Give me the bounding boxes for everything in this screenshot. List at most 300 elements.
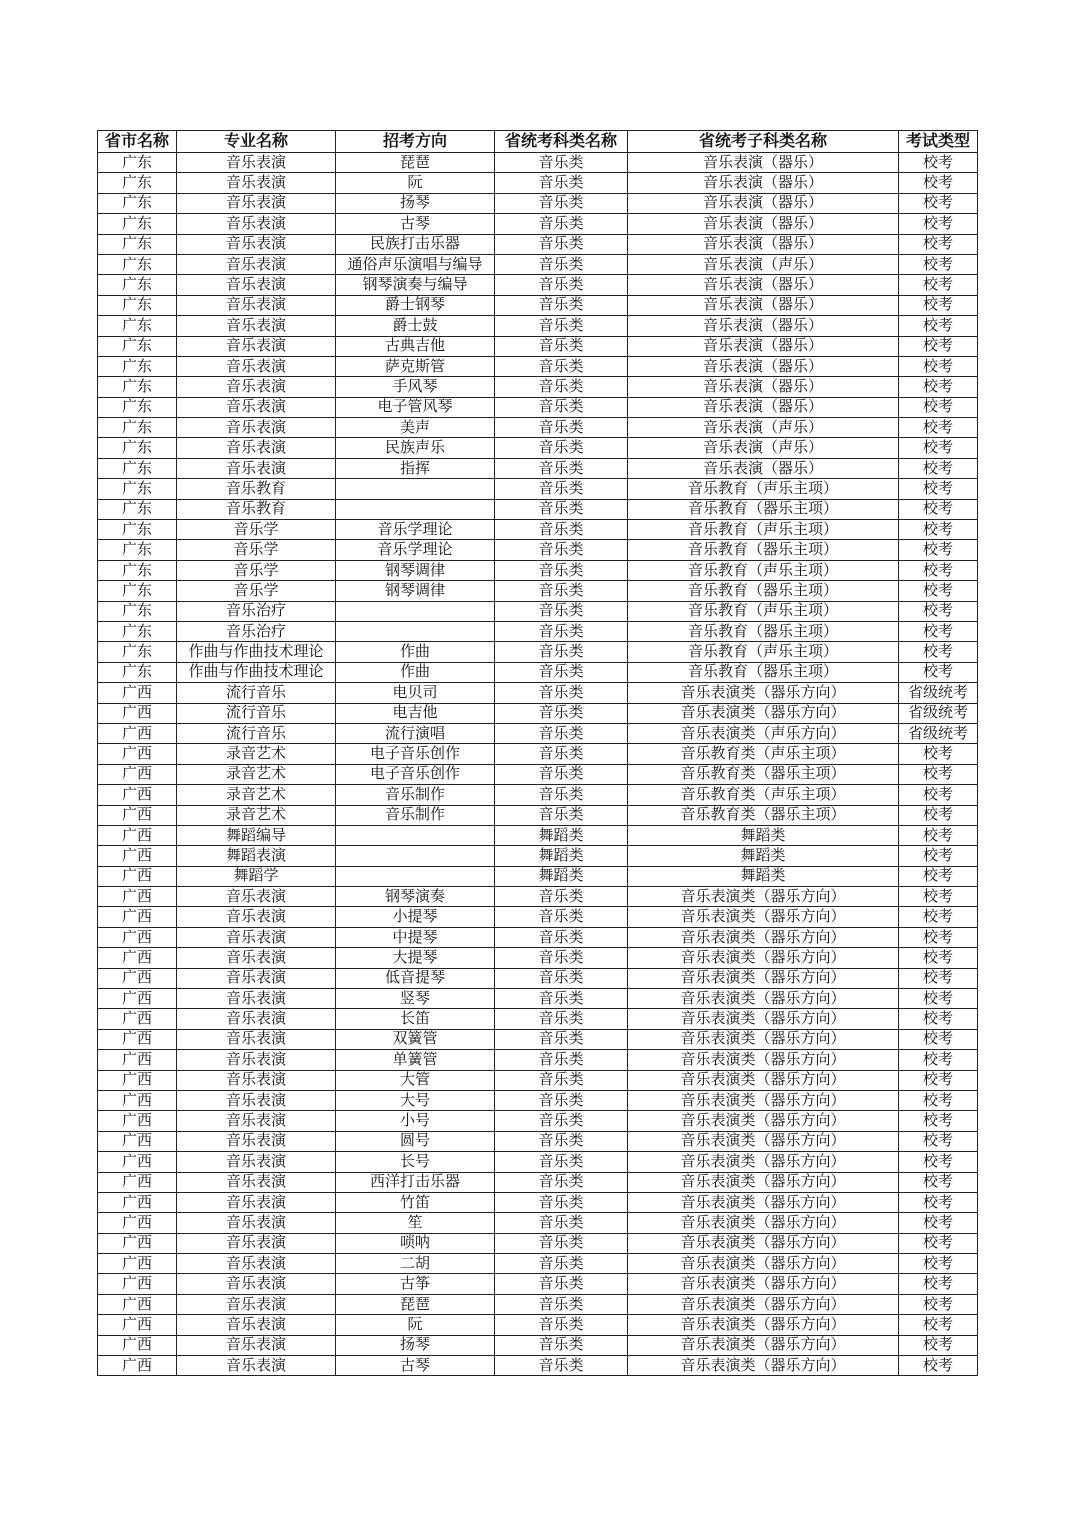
cell-direction [336, 866, 495, 886]
cell-exam-category: 音乐类 [495, 173, 628, 193]
cell-exam-category: 音乐类 [495, 887, 628, 907]
cell-exam-type: 校考 [899, 1335, 978, 1355]
cell-exam-subcategory: 音乐教育（声乐主项） [628, 642, 899, 662]
cell-exam-category: 音乐类 [495, 1335, 628, 1355]
cell-province: 广西 [98, 785, 177, 805]
cell-province: 广西 [98, 989, 177, 1009]
table-row [98, 723, 978, 743]
cell-direction: 指挥 [336, 458, 495, 478]
cell-major: 音乐表演 [177, 1009, 336, 1029]
cell-major: 音乐表演 [177, 1192, 336, 1212]
cell-exam-category: 音乐类 [495, 397, 628, 417]
table-row [98, 581, 978, 601]
cell-direction: 笙 [336, 1213, 495, 1233]
cell-exam-category: 音乐类 [495, 1254, 628, 1274]
cell-major: 音乐学 [177, 540, 336, 560]
cell-province: 广东 [98, 377, 177, 397]
cell-direction: 萨克斯管 [336, 356, 495, 376]
cell-province: 广西 [98, 723, 177, 743]
cell-exam-category: 音乐类 [495, 438, 628, 458]
cell-direction [336, 846, 495, 866]
cell-exam-category: 音乐类 [495, 805, 628, 825]
cell-exam-category: 音乐类 [495, 948, 628, 968]
cell-major: 录音艺术 [177, 764, 336, 784]
cell-direction: 长笛 [336, 1009, 495, 1029]
cell-exam-subcategory: 音乐教育（声乐主项） [628, 520, 899, 540]
cell-exam-type: 省级统考 [899, 683, 978, 703]
table-row [98, 927, 978, 947]
cell-province: 广东 [98, 295, 177, 315]
cell-exam-subcategory: 音乐表演类（器乐方向） [628, 887, 899, 907]
cell-province: 广东 [98, 438, 177, 458]
cell-exam-category: 音乐类 [495, 1131, 628, 1151]
table-row [98, 683, 978, 703]
cell-province: 广西 [98, 1356, 177, 1376]
cell-exam-category: 音乐类 [495, 683, 628, 703]
cell-exam-subcategory: 音乐表演类（器乐方向） [628, 1172, 899, 1192]
cell-exam-type: 校考 [899, 662, 978, 682]
cell-province: 广西 [98, 1294, 177, 1314]
cell-province: 广西 [98, 703, 177, 723]
cell-exam-type: 校考 [899, 1070, 978, 1090]
cell-direction: 钢琴调律 [336, 581, 495, 601]
table-row [98, 1090, 978, 1110]
cell-direction: 双簧管 [336, 1029, 495, 1049]
cell-exam-category: 音乐类 [495, 316, 628, 336]
cell-province: 广西 [98, 1131, 177, 1151]
cell-exam-subcategory: 音乐表演类（器乐方向） [628, 1274, 899, 1294]
table-row [98, 785, 978, 805]
cell-exam-type: 校考 [899, 1050, 978, 1070]
cell-major: 音乐表演 [177, 153, 336, 173]
cell-exam-category: 音乐类 [495, 540, 628, 560]
cell-exam-type: 省级统考 [899, 723, 978, 743]
cell-exam-category: 音乐类 [495, 968, 628, 988]
cell-direction: 小提琴 [336, 907, 495, 927]
cell-major: 音乐表演 [177, 1254, 336, 1274]
cell-exam-subcategory: 音乐表演（器乐） [628, 275, 899, 295]
table-row [98, 1274, 978, 1294]
table-row [98, 336, 978, 356]
cell-exam-category: 音乐类 [495, 356, 628, 376]
table-row [98, 1111, 978, 1131]
cell-major: 作曲与作曲技术理论 [177, 642, 336, 662]
cell-province: 广东 [98, 397, 177, 417]
cell-major: 音乐表演 [177, 1029, 336, 1049]
cell-exam-type: 校考 [899, 907, 978, 927]
table-row [98, 805, 978, 825]
cell-exam-category: 音乐类 [495, 785, 628, 805]
cell-direction [336, 621, 495, 641]
cell-major: 音乐表演 [177, 1274, 336, 1294]
cell-direction: 小号 [336, 1111, 495, 1131]
cell-exam-type: 校考 [899, 499, 978, 519]
cell-province: 广西 [98, 744, 177, 764]
cell-major: 录音艺术 [177, 744, 336, 764]
cell-exam-subcategory: 音乐表演（器乐） [628, 214, 899, 234]
table-row [98, 1213, 978, 1233]
cell-major: 音乐表演 [177, 377, 336, 397]
cell-province: 广西 [98, 927, 177, 947]
cell-exam-subcategory: 音乐表演类（器乐方向） [628, 1050, 899, 1070]
cell-province: 广东 [98, 316, 177, 336]
cell-major: 音乐表演 [177, 1131, 336, 1151]
cell-exam-category: 音乐类 [495, 1009, 628, 1029]
cell-exam-type: 校考 [899, 418, 978, 438]
cell-exam-subcategory: 舞蹈类 [628, 825, 899, 845]
cell-province: 广西 [98, 1172, 177, 1192]
table-row [98, 295, 978, 315]
cell-province: 广西 [98, 1335, 177, 1355]
cell-exam-subcategory: 音乐表演类（器乐方向） [628, 1131, 899, 1151]
cell-exam-type: 校考 [899, 1131, 978, 1151]
cell-direction: 单簧管 [336, 1050, 495, 1070]
table-row [98, 1070, 978, 1090]
cell-major: 音乐表演 [177, 1090, 336, 1110]
table-row [98, 744, 978, 764]
cell-major: 音乐表演 [177, 1335, 336, 1355]
cell-exam-subcategory: 音乐表演类（器乐方向） [628, 1213, 899, 1233]
cell-major: 音乐表演 [177, 275, 336, 295]
cell-direction [336, 499, 495, 519]
cell-exam-type: 校考 [899, 642, 978, 662]
cell-exam-subcategory: 音乐表演（器乐） [628, 458, 899, 478]
table-row [98, 1009, 978, 1029]
cell-exam-type: 校考 [899, 173, 978, 193]
cell-exam-subcategory: 音乐表演类（器乐方向） [628, 683, 899, 703]
cell-exam-category: 音乐类 [495, 723, 628, 743]
cell-direction: 作曲 [336, 662, 495, 682]
cell-province: 广东 [98, 234, 177, 254]
table-row [98, 316, 978, 336]
cell-exam-category: 音乐类 [495, 1172, 628, 1192]
cell-province: 广西 [98, 1233, 177, 1253]
cell-direction: 电子音乐创作 [336, 744, 495, 764]
cell-exam-category: 音乐类 [495, 234, 628, 254]
cell-direction: 爵士钢琴 [336, 295, 495, 315]
cell-direction: 琵琶 [336, 153, 495, 173]
cell-major: 录音艺术 [177, 805, 336, 825]
cell-province: 广西 [98, 1315, 177, 1335]
cell-exam-category: 舞蹈类 [495, 825, 628, 845]
cell-exam-category: 音乐类 [495, 254, 628, 274]
cell-exam-category: 音乐类 [495, 295, 628, 315]
cell-province: 广西 [98, 805, 177, 825]
cell-exam-type: 校考 [899, 1111, 978, 1131]
cell-exam-category: 音乐类 [495, 1315, 628, 1335]
cell-province: 广西 [98, 907, 177, 927]
cell-exam-subcategory: 音乐教育（声乐主项） [628, 601, 899, 621]
cell-province: 广西 [98, 968, 177, 988]
cell-exam-subcategory: 音乐表演（器乐） [628, 234, 899, 254]
cell-direction: 钢琴演奏 [336, 887, 495, 907]
table-row [98, 662, 978, 682]
cell-direction: 竹笛 [336, 1192, 495, 1212]
table-row [98, 764, 978, 784]
cell-province: 广西 [98, 1070, 177, 1090]
admissions-table [97, 130, 978, 1376]
cell-province: 广东 [98, 418, 177, 438]
cell-major: 音乐表演 [177, 1050, 336, 1070]
cell-exam-type: 校考 [899, 1172, 978, 1192]
cell-major: 音乐表演 [177, 356, 336, 376]
table-row [98, 153, 978, 173]
cell-exam-category: 音乐类 [495, 907, 628, 927]
table-row [98, 703, 978, 723]
cell-direction: 古琴 [336, 1356, 495, 1376]
cell-province: 广东 [98, 499, 177, 519]
cell-major: 音乐表演 [177, 1233, 336, 1253]
cell-exam-type: 校考 [899, 1274, 978, 1294]
cell-province: 广西 [98, 1213, 177, 1233]
cell-exam-type: 校考 [899, 316, 978, 336]
cell-exam-subcategory: 音乐教育类（器乐主项） [628, 764, 899, 784]
table-row [98, 254, 978, 274]
cell-major: 音乐表演 [177, 316, 336, 336]
cell-exam-category: 音乐类 [495, 703, 628, 723]
cell-exam-category: 舞蹈类 [495, 846, 628, 866]
cell-exam-type: 校考 [899, 744, 978, 764]
cell-major: 音乐表演 [177, 1070, 336, 1090]
header-direction: 招考方向 [336, 131, 495, 153]
cell-major: 录音艺术 [177, 785, 336, 805]
cell-major: 音乐表演 [177, 173, 336, 193]
cell-exam-subcategory: 音乐表演类（器乐方向） [628, 1070, 899, 1090]
cell-exam-subcategory: 音乐表演（声乐） [628, 418, 899, 438]
cell-exam-subcategory: 音乐表演（器乐） [628, 173, 899, 193]
cell-province: 广西 [98, 1254, 177, 1274]
cell-exam-category: 音乐类 [495, 764, 628, 784]
header-province: 省市名称 [98, 131, 177, 153]
table-row [98, 866, 978, 886]
cell-major: 音乐表演 [177, 989, 336, 1009]
cell-major: 音乐治疗 [177, 601, 336, 621]
table-row [98, 1172, 978, 1192]
cell-exam-category: 音乐类 [495, 1356, 628, 1376]
cell-exam-type: 校考 [899, 520, 978, 540]
cell-exam-type: 校考 [899, 479, 978, 499]
cell-exam-subcategory: 音乐表演（器乐） [628, 336, 899, 356]
cell-direction: 民族声乐 [336, 438, 495, 458]
cell-exam-category: 音乐类 [495, 601, 628, 621]
table-row [98, 887, 978, 907]
table-row [98, 499, 978, 519]
cell-direction: 电子管风琴 [336, 397, 495, 417]
cell-province: 广西 [98, 825, 177, 845]
header-row [98, 131, 978, 153]
cell-province: 广东 [98, 479, 177, 499]
cell-province: 广西 [98, 1192, 177, 1212]
cell-direction: 钢琴调律 [336, 560, 495, 580]
cell-exam-subcategory: 音乐教育（器乐主项） [628, 662, 899, 682]
cell-direction: 钢琴演奏与编导 [336, 275, 495, 295]
cell-major: 音乐表演 [177, 458, 336, 478]
table-row [98, 479, 978, 499]
table-row [98, 438, 978, 458]
cell-exam-subcategory: 音乐表演类（器乐方向） [628, 1233, 899, 1253]
cell-direction: 古琴 [336, 214, 495, 234]
cell-exam-type: 校考 [899, 1254, 978, 1274]
cell-direction [336, 601, 495, 621]
cell-major: 音乐表演 [177, 254, 336, 274]
cell-province: 广西 [98, 683, 177, 703]
cell-exam-category: 音乐类 [495, 418, 628, 438]
cell-exam-subcategory: 音乐表演类（器乐方向） [628, 1315, 899, 1335]
cell-direction: 电吉他 [336, 703, 495, 723]
cell-direction: 美声 [336, 418, 495, 438]
cell-province: 广东 [98, 662, 177, 682]
cell-exam-type: 校考 [899, 927, 978, 947]
cell-major: 音乐学 [177, 581, 336, 601]
cell-major: 音乐治疗 [177, 621, 336, 641]
cell-exam-subcategory: 音乐表演（器乐） [628, 316, 899, 336]
cell-exam-type: 省级统考 [899, 703, 978, 723]
cell-exam-type: 校考 [899, 1233, 978, 1253]
cell-province: 广西 [98, 866, 177, 886]
cell-direction: 琵琶 [336, 1294, 495, 1314]
cell-direction: 扬琴 [336, 193, 495, 213]
table-row [98, 234, 978, 254]
cell-major: 舞蹈表演 [177, 846, 336, 866]
cell-exam-category: 音乐类 [495, 1050, 628, 1070]
cell-exam-type: 校考 [899, 846, 978, 866]
cell-direction: 圆号 [336, 1131, 495, 1151]
cell-exam-type: 校考 [899, 581, 978, 601]
cell-exam-type: 校考 [899, 193, 978, 213]
cell-exam-subcategory: 音乐表演类（器乐方向） [628, 1335, 899, 1355]
cell-exam-category: 音乐类 [495, 520, 628, 540]
cell-exam-subcategory: 音乐教育类（声乐主项） [628, 744, 899, 764]
cell-direction: 中提琴 [336, 927, 495, 947]
cell-exam-subcategory: 音乐教育（器乐主项） [628, 621, 899, 641]
cell-exam-subcategory: 音乐表演（器乐） [628, 193, 899, 213]
cell-exam-subcategory: 音乐表演类（器乐方向） [628, 907, 899, 927]
table-row [98, 1152, 978, 1172]
cell-exam-category: 音乐类 [495, 377, 628, 397]
cell-exam-subcategory: 舞蹈类 [628, 866, 899, 886]
cell-major: 音乐表演 [177, 1213, 336, 1233]
cell-exam-type: 校考 [899, 214, 978, 234]
cell-province: 广东 [98, 275, 177, 295]
cell-exam-subcategory: 音乐表演类（器乐方向） [628, 1254, 899, 1274]
table-row [98, 1335, 978, 1355]
cell-province: 广东 [98, 336, 177, 356]
cell-exam-subcategory: 音乐表演（声乐） [628, 438, 899, 458]
cell-direction: 音乐制作 [336, 785, 495, 805]
cell-major: 音乐表演 [177, 1294, 336, 1314]
cell-exam-subcategory: 音乐表演（声乐） [628, 254, 899, 274]
cell-exam-type: 校考 [899, 234, 978, 254]
cell-direction: 大提琴 [336, 948, 495, 968]
cell-exam-subcategory: 音乐表演类（器乐方向） [628, 1356, 899, 1376]
cell-exam-type: 校考 [899, 621, 978, 641]
cell-exam-type: 校考 [899, 336, 978, 356]
cell-major: 音乐表演 [177, 336, 336, 356]
table-row [98, 948, 978, 968]
cell-exam-subcategory: 音乐表演类（器乐方向） [628, 968, 899, 988]
cell-exam-type: 校考 [899, 948, 978, 968]
cell-exam-subcategory: 音乐表演类（器乐方向） [628, 1090, 899, 1110]
cell-exam-subcategory: 音乐教育（声乐主项） [628, 479, 899, 499]
table-row [98, 1356, 978, 1376]
cell-exam-category: 音乐类 [495, 989, 628, 1009]
cell-exam-subcategory: 音乐表演类（器乐方向） [628, 1029, 899, 1049]
cell-exam-type: 校考 [899, 356, 978, 376]
cell-exam-category: 音乐类 [495, 1111, 628, 1131]
cell-major: 音乐表演 [177, 214, 336, 234]
cell-major: 音乐表演 [177, 927, 336, 947]
table-row [98, 193, 978, 213]
table-row [98, 397, 978, 417]
cell-exam-subcategory: 音乐表演（器乐） [628, 397, 899, 417]
cell-exam-subcategory: 音乐表演类（器乐方向） [628, 948, 899, 968]
cell-direction: 大管 [336, 1070, 495, 1090]
table-row [98, 621, 978, 641]
cell-exam-type: 校考 [899, 458, 978, 478]
table-row [98, 560, 978, 580]
table-row [98, 825, 978, 845]
cell-province: 广西 [98, 1029, 177, 1049]
cell-major: 音乐表演 [177, 1356, 336, 1376]
cell-exam-subcategory: 舞蹈类 [628, 846, 899, 866]
cell-exam-subcategory: 音乐表演类（器乐方向） [628, 1111, 899, 1131]
cell-exam-type: 校考 [899, 1029, 978, 1049]
cell-exam-category: 音乐类 [495, 1070, 628, 1090]
cell-province: 广西 [98, 887, 177, 907]
header-major: 专业名称 [177, 131, 336, 153]
cell-direction: 电子音乐创作 [336, 764, 495, 784]
cell-direction: 西洋打击乐器 [336, 1172, 495, 1192]
cell-exam-category: 音乐类 [495, 1274, 628, 1294]
cell-major: 音乐表演 [177, 1111, 336, 1131]
cell-direction: 古典吉他 [336, 336, 495, 356]
table-row [98, 989, 978, 1009]
table-row [98, 418, 978, 438]
cell-major: 音乐教育 [177, 479, 336, 499]
header-exam-type: 考试类型 [899, 131, 978, 153]
cell-exam-type: 校考 [899, 275, 978, 295]
cell-exam-type: 校考 [899, 866, 978, 886]
cell-direction: 音乐学理论 [336, 540, 495, 560]
cell-province: 广东 [98, 581, 177, 601]
cell-major: 音乐表演 [177, 1172, 336, 1192]
cell-exam-category: 音乐类 [495, 193, 628, 213]
cell-province: 广西 [98, 1111, 177, 1131]
cell-province: 广东 [98, 254, 177, 274]
cell-direction: 大号 [336, 1090, 495, 1110]
cell-direction: 阮 [336, 1315, 495, 1335]
cell-direction: 电贝司 [336, 683, 495, 703]
cell-exam-category: 音乐类 [495, 621, 628, 641]
cell-direction: 二胡 [336, 1254, 495, 1274]
cell-province: 广西 [98, 1050, 177, 1070]
table-header [98, 131, 978, 153]
table-body [98, 153, 978, 1376]
cell-exam-type: 校考 [899, 1213, 978, 1233]
table-row [98, 907, 978, 927]
cell-exam-type: 校考 [899, 825, 978, 845]
cell-major: 音乐学 [177, 520, 336, 540]
cell-exam-category: 音乐类 [495, 1213, 628, 1233]
cell-exam-category: 音乐类 [495, 1152, 628, 1172]
cell-exam-category: 音乐类 [495, 1294, 628, 1314]
cell-major: 舞蹈学 [177, 866, 336, 886]
cell-province: 广西 [98, 1009, 177, 1029]
cell-direction: 古筝 [336, 1274, 495, 1294]
cell-direction [336, 825, 495, 845]
cell-exam-type: 校考 [899, 254, 978, 274]
cell-exam-category: 音乐类 [495, 336, 628, 356]
